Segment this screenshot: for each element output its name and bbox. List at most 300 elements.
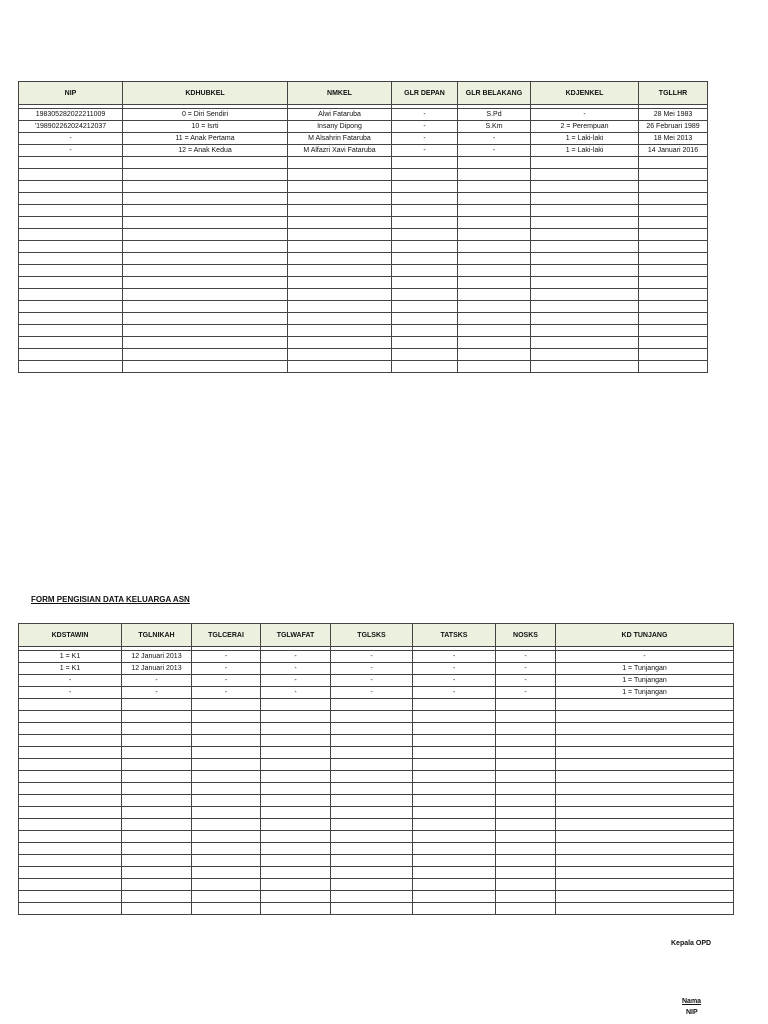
empty-cell (331, 711, 413, 723)
empty-cell (639, 229, 708, 241)
empty-cell (123, 253, 288, 265)
empty-cell (392, 253, 458, 265)
empty-cell (122, 807, 192, 819)
header-nosks: NOSKS (496, 624, 556, 647)
empty-cell (288, 253, 392, 265)
empty-cell (288, 265, 392, 277)
empty-cell (639, 205, 708, 217)
empty-cell (556, 819, 734, 831)
empty-cell (556, 783, 734, 795)
empty-cell (331, 819, 413, 831)
empty-cell (192, 735, 261, 747)
empty-cell (331, 807, 413, 819)
empty-cell (556, 867, 734, 879)
cell: 0 = Diri Sendiri (123, 109, 288, 121)
cell: - (192, 663, 261, 675)
empty-cell (556, 771, 734, 783)
empty-cell (261, 831, 331, 843)
empty-cell (556, 903, 734, 915)
empty-cell (192, 783, 261, 795)
empty-cell (639, 349, 708, 361)
empty-cell (639, 337, 708, 349)
empty-cell (122, 855, 192, 867)
cell: 12 Januari 2013 (122, 651, 192, 663)
empty-cell (19, 193, 123, 205)
empty-row (19, 241, 708, 253)
empty-cell (123, 313, 288, 325)
empty-cell (261, 843, 331, 855)
empty-cell (331, 735, 413, 747)
empty-cell (123, 325, 288, 337)
empty-cell (288, 313, 392, 325)
empty-cell (496, 735, 556, 747)
cell: - (496, 675, 556, 687)
empty-row (19, 277, 708, 289)
empty-cell (392, 169, 458, 181)
header-kd-tunjang: KD TUNJANG (556, 624, 734, 647)
cell: M Alfazri Xavi Fataruba (288, 145, 392, 157)
cell: '198902262024212037 (19, 121, 123, 133)
empty-cell (123, 205, 288, 217)
empty-cell (261, 711, 331, 723)
cell: - (392, 145, 458, 157)
empty-row (19, 759, 734, 771)
empty-cell (122, 711, 192, 723)
empty-cell (192, 723, 261, 735)
empty-cell (531, 289, 639, 301)
empty-row (19, 229, 708, 241)
empty-cell (331, 795, 413, 807)
empty-cell (458, 169, 531, 181)
empty-cell (458, 337, 531, 349)
empty-cell (413, 735, 496, 747)
empty-cell (413, 783, 496, 795)
empty-row (19, 337, 708, 349)
empty-cell (122, 903, 192, 915)
empty-cell (556, 879, 734, 891)
empty-cell (531, 169, 639, 181)
empty-cell (261, 855, 331, 867)
empty-cell (531, 181, 639, 193)
empty-cell (458, 253, 531, 265)
empty-cell (19, 229, 123, 241)
cell: Insany Dipong (288, 121, 392, 133)
cell: - (413, 663, 496, 675)
cell: - (496, 663, 556, 675)
cell: 1 = Tunjangan (556, 687, 734, 699)
table-row (19, 687, 734, 699)
empty-cell (122, 879, 192, 891)
empty-row (19, 265, 708, 277)
empty-cell (19, 807, 122, 819)
cell: 10 = Isrti (123, 121, 288, 133)
header-kdstawin: KDSTAWIN (19, 624, 122, 647)
empty-cell (458, 265, 531, 277)
empty-row (19, 301, 708, 313)
cell: - (556, 651, 734, 663)
signature-nip-label: NIP (686, 1009, 698, 1016)
empty-row (19, 349, 708, 361)
empty-cell (19, 747, 122, 759)
cell: - (261, 687, 331, 699)
empty-cell (331, 891, 413, 903)
empty-cell (639, 277, 708, 289)
empty-cell (19, 891, 122, 903)
empty-cell (288, 169, 392, 181)
empty-cell (531, 337, 639, 349)
header-nmkel: NMKEL (288, 82, 392, 105)
empty-cell (261, 759, 331, 771)
empty-cell (639, 169, 708, 181)
header-kdjenkel: KDJENKEL (531, 82, 639, 105)
empty-cell (261, 819, 331, 831)
empty-cell (122, 783, 192, 795)
empty-cell (288, 289, 392, 301)
cell: - (192, 675, 261, 687)
cell: M Alsahrin Fataruba (288, 133, 392, 145)
empty-cell (413, 795, 496, 807)
empty-cell (392, 313, 458, 325)
empty-row (19, 879, 734, 891)
empty-cell (19, 205, 123, 217)
cell: - (192, 651, 261, 663)
empty-cell (122, 771, 192, 783)
cell: 28 Mei 1983 (639, 109, 708, 121)
empty-row (19, 157, 708, 169)
empty-cell (192, 771, 261, 783)
cell: - (331, 687, 413, 699)
empty-cell (19, 723, 122, 735)
cell: 1 = K1 (19, 663, 122, 675)
empty-cell (458, 229, 531, 241)
empty-cell (496, 795, 556, 807)
empty-cell (331, 759, 413, 771)
empty-cell (392, 277, 458, 289)
empty-cell (288, 157, 392, 169)
empty-row (19, 313, 708, 325)
empty-cell (261, 807, 331, 819)
empty-row (19, 205, 708, 217)
empty-cell (531, 301, 639, 313)
cell: - (19, 145, 123, 157)
empty-cell (261, 723, 331, 735)
empty-cell (392, 193, 458, 205)
empty-cell (458, 181, 531, 193)
empty-cell (392, 157, 458, 169)
empty-row (19, 903, 734, 915)
empty-row (19, 735, 734, 747)
empty-cell (288, 193, 392, 205)
table-row (19, 109, 708, 121)
empty-cell (19, 795, 122, 807)
family-data-table (18, 81, 708, 373)
empty-cell (458, 205, 531, 217)
empty-cell (496, 699, 556, 711)
cell: 12 Januari 2013 (122, 663, 192, 675)
empty-cell (122, 819, 192, 831)
empty-cell (496, 747, 556, 759)
cell: 14 Januari 2016 (639, 145, 708, 157)
empty-cell (331, 903, 413, 915)
cell: 198305282022211009 (19, 109, 123, 121)
empty-cell (19, 181, 123, 193)
header-tgllhr: TGLLHR (639, 82, 708, 105)
empty-cell (19, 289, 123, 301)
empty-cell (123, 181, 288, 193)
table-row (19, 663, 734, 675)
empty-cell (496, 855, 556, 867)
cell: 1 = Laki-laki (531, 145, 639, 157)
empty-cell (458, 301, 531, 313)
empty-cell (392, 289, 458, 301)
empty-cell (19, 337, 123, 349)
empty-cell (261, 795, 331, 807)
empty-cell (556, 831, 734, 843)
empty-cell (531, 265, 639, 277)
empty-row (19, 711, 734, 723)
empty-cell (458, 325, 531, 337)
empty-row (19, 193, 708, 205)
table-row (19, 651, 734, 663)
cell: 1 = Laki-laki (531, 133, 639, 145)
empty-cell (531, 253, 639, 265)
empty-cell (639, 313, 708, 325)
empty-cell (122, 759, 192, 771)
empty-cell (331, 855, 413, 867)
empty-cell (496, 711, 556, 723)
empty-cell (392, 181, 458, 193)
empty-cell (288, 349, 392, 361)
empty-cell (19, 265, 123, 277)
cell: - (531, 109, 639, 121)
header-tglcerai: TGLCERAI (192, 624, 261, 647)
empty-cell (288, 205, 392, 217)
empty-cell (192, 699, 261, 711)
empty-cell (496, 843, 556, 855)
empty-cell (123, 193, 288, 205)
empty-row (19, 723, 734, 735)
empty-cell (19, 831, 122, 843)
empty-cell (19, 361, 123, 373)
empty-cell (413, 879, 496, 891)
cell: 12 = Anak Kedua (123, 145, 288, 157)
cell: - (19, 133, 123, 145)
cell: - (496, 651, 556, 663)
empty-cell (288, 325, 392, 337)
empty-cell (392, 229, 458, 241)
empty-cell (639, 181, 708, 193)
empty-cell (123, 337, 288, 349)
empty-row (19, 795, 734, 807)
cell: - (261, 675, 331, 687)
empty-row (19, 253, 708, 265)
empty-cell (19, 157, 123, 169)
empty-cell (331, 747, 413, 759)
empty-row (19, 891, 734, 903)
empty-cell (496, 879, 556, 891)
empty-row (19, 181, 708, 193)
empty-cell (458, 241, 531, 253)
cell: - (413, 651, 496, 663)
signature-title: Kepala OPD (671, 940, 712, 947)
empty-row (19, 843, 734, 855)
empty-cell (261, 903, 331, 915)
empty-cell (331, 879, 413, 891)
empty-cell (192, 795, 261, 807)
empty-cell (261, 891, 331, 903)
empty-cell (556, 891, 734, 903)
cell: - (331, 663, 413, 675)
cell: - (392, 121, 458, 133)
empty-cell (496, 891, 556, 903)
table-row (19, 145, 708, 157)
empty-cell (19, 217, 123, 229)
empty-cell (496, 867, 556, 879)
empty-cell (192, 843, 261, 855)
empty-cell (413, 843, 496, 855)
empty-cell (261, 879, 331, 891)
cell: - (413, 675, 496, 687)
empty-cell (556, 795, 734, 807)
cell: - (122, 687, 192, 699)
empty-cell (458, 313, 531, 325)
empty-cell (19, 735, 122, 747)
empty-cell (123, 229, 288, 241)
empty-cell (192, 711, 261, 723)
empty-cell (531, 229, 639, 241)
empty-cell (458, 349, 531, 361)
cell: - (19, 675, 122, 687)
empty-cell (122, 831, 192, 843)
empty-cell (192, 867, 261, 879)
empty-row (19, 831, 734, 843)
empty-cell (331, 843, 413, 855)
header-glr-belakang: GLR BELAKANG (458, 82, 531, 105)
empty-cell (556, 711, 734, 723)
empty-cell (639, 289, 708, 301)
empty-cell (392, 325, 458, 337)
signature-name-label: Nama (682, 998, 702, 1005)
empty-cell (392, 217, 458, 229)
empty-cell (192, 891, 261, 903)
table-row (19, 121, 708, 133)
empty-cell (192, 819, 261, 831)
empty-cell (288, 229, 392, 241)
header-tatsks: TATSKS (413, 624, 496, 647)
empty-cell (261, 867, 331, 879)
empty-row (19, 361, 708, 373)
empty-cell (19, 771, 122, 783)
empty-cell (458, 217, 531, 229)
empty-cell (496, 807, 556, 819)
cell: 26 Februari 1989 (639, 121, 708, 133)
empty-cell (261, 699, 331, 711)
empty-cell (19, 843, 122, 855)
empty-cell (19, 879, 122, 891)
empty-row (19, 217, 708, 229)
empty-cell (331, 831, 413, 843)
empty-cell (19, 711, 122, 723)
empty-cell (458, 277, 531, 289)
empty-cell (556, 723, 734, 735)
empty-cell (531, 205, 639, 217)
empty-cell (531, 313, 639, 325)
empty-row (19, 325, 708, 337)
empty-cell (413, 759, 496, 771)
empty-cell (192, 903, 261, 915)
empty-cell (122, 867, 192, 879)
empty-cell (392, 361, 458, 373)
empty-row (19, 169, 708, 181)
empty-cell (123, 277, 288, 289)
cell: Alwi Fataruba (288, 109, 392, 121)
cell: - (192, 687, 261, 699)
empty-cell (413, 831, 496, 843)
empty-cell (413, 771, 496, 783)
empty-cell (531, 349, 639, 361)
empty-cell (122, 891, 192, 903)
empty-cell (413, 903, 496, 915)
empty-cell (19, 301, 123, 313)
empty-cell (192, 807, 261, 819)
empty-cell (556, 759, 734, 771)
empty-cell (123, 289, 288, 301)
empty-cell (123, 241, 288, 253)
header-tglnikah: TGLNIKAH (122, 624, 192, 647)
empty-cell (496, 759, 556, 771)
cell: - (261, 651, 331, 663)
cell: - (413, 687, 496, 699)
empty-cell (458, 157, 531, 169)
empty-cell (413, 867, 496, 879)
empty-cell (19, 903, 122, 915)
cell: 1 = Tunjangan (556, 663, 734, 675)
empty-cell (19, 699, 122, 711)
empty-cell (122, 723, 192, 735)
table-header-row (19, 624, 734, 647)
cell: S.Pd (458, 109, 531, 121)
empty-cell (288, 241, 392, 253)
empty-row (19, 867, 734, 879)
cell: 2 = Perempuan (531, 121, 639, 133)
cell: 1 = Tunjangan (556, 675, 734, 687)
empty-cell (192, 855, 261, 867)
cell: - (331, 675, 413, 687)
empty-cell (531, 277, 639, 289)
empty-cell (458, 289, 531, 301)
empty-cell (123, 349, 288, 361)
empty-cell (531, 217, 639, 229)
empty-cell (331, 699, 413, 711)
empty-row (19, 807, 734, 819)
empty-cell (19, 277, 123, 289)
empty-cell (123, 265, 288, 277)
empty-cell (123, 361, 288, 373)
empty-cell (531, 193, 639, 205)
empty-cell (639, 241, 708, 253)
empty-cell (496, 783, 556, 795)
empty-cell (458, 361, 531, 373)
cell: - (122, 675, 192, 687)
empty-cell (192, 747, 261, 759)
empty-cell (288, 301, 392, 313)
empty-cell (392, 301, 458, 313)
empty-cell (639, 301, 708, 313)
empty-cell (556, 843, 734, 855)
empty-cell (288, 217, 392, 229)
table-row (19, 133, 708, 145)
empty-cell (413, 699, 496, 711)
